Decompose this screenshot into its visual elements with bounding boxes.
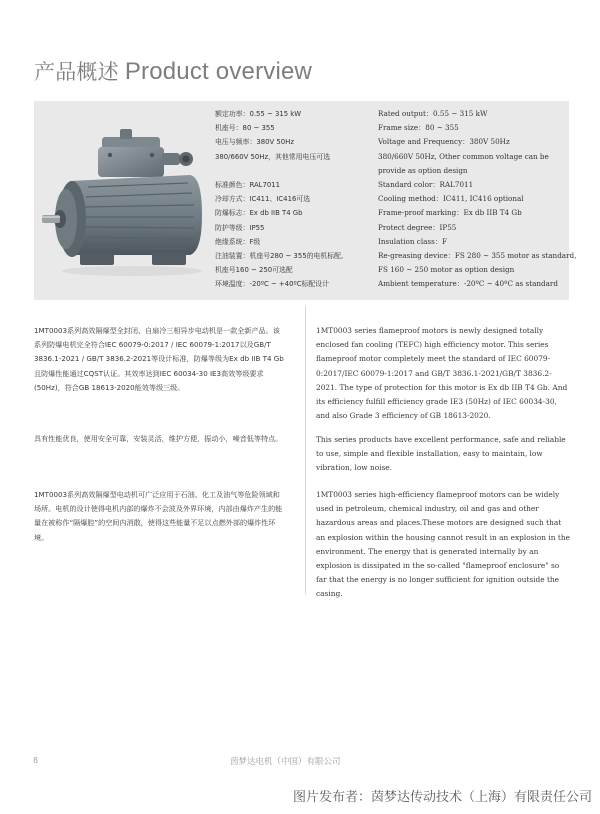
motor-image	[40, 115, 210, 285]
spec-item: Cooling method：IC411, IC416 optional	[378, 194, 524, 204]
spec-item: Standard color：RAL7011	[378, 180, 474, 190]
paragraph-en-3: 1MT0003 series high-efficiency flameproof motors can be widely used in petroleum, chemical industry, oil and gas and other hazardous areas and places.These motors are designed such that an explosion within the housing cannot result in an explosion in the environment. The energy that is generated internally by an explosion is dissipated in the so-called "flameproof enclosure" so far that the energy is no longer sufficient for ignition outside the casing.	[316, 490, 570, 599]
spec-item: FS 160 ~ 250 motor as option design	[378, 265, 515, 275]
spec-item: Rated output：0.55 ~ 315 kW	[378, 109, 488, 118]
spec-item: 380/660V 50Hz, Other common voltage can be	[378, 151, 549, 161]
paragraph-en-1: 1MT0003 series flameproof motors is newly designed totally enclosed fan cooling (TEFC) high efficiency motor. This series flameproof motor completely meet the standard of IEC 60079-0:2017/IEC 60079-1:2017 and GB/T 3836.1-2021/GB/T 3836.2-2021. The type of protection for this motor is Ex db IIB T4 Gb. And its efficiency fulfill efficiency grade IE3 (50Hz) of IEC 60034-30, and also Grade 3 efficiency of GB 18613-2020.	[316, 326, 568, 421]
spec-item: 环境温度：-20ºC ~ +40ºC标配设计	[215, 280, 330, 289]
spec-list-en	[378, 107, 577, 292]
column-divider	[305, 306, 306, 594]
spec-list-cn	[215, 107, 380, 292]
spec-item: 电压与频率：380V 50Hz	[215, 138, 294, 147]
spec-item: Voltage and Frequency：380V 50Hz	[378, 137, 510, 147]
publisher-watermark: 图片发布者：茵梦达传动技术（上海）有限责任公司	[292, 790, 592, 805]
spec-item: 机座号160 ~ 250可选配	[215, 266, 293, 275]
spec-item: provide as option design	[378, 165, 468, 175]
spec-item: 机座号：80 ~ 355	[215, 124, 275, 133]
page-title	[34, 56, 312, 86]
spec-item: 绝缘系统：F级	[215, 237, 261, 246]
spec-item: 标准颜色：RAL7011	[215, 181, 281, 190]
spec-item: Frame-proof marking：Ex db IIB T4 Gb	[378, 208, 522, 218]
spec-item: Frame size：80 ~ 355	[378, 123, 459, 133]
paragraph-en-2: This series products have excellent performance, safe and reliable to use, simple and flexible installation, easy to maintain, low vibration, low noise.	[316, 435, 566, 473]
page-title-en: Product overview	[124, 58, 313, 85]
paragraph-cn-1: 1MT0003系列高效隔爆型全封闭、自扇冷三相异步电动机是一款全新产品。该系列防爆电机完全符合IEC 60079-0:2017 / IEC 60079-1:2017以及GB/T 3836.1-2021 / GB/T 3836.2-2021等设计标准，防爆等级为Ex db IIB T4 Gb且防爆性能通过CQST认证。其效率达到IEC 60034-30 IE3高效等级要求(50Hz)，符合GB 18613-2020能效等级三级。	[34, 326, 284, 392]
spec-item: 冷却方式：IC411、IC416可选	[215, 195, 311, 204]
spec-item: Protect degree：IP55	[378, 222, 457, 232]
footer-company: 茵梦达电机（中国）有限公司	[230, 757, 341, 767]
spec-panel	[34, 101, 577, 300]
spec-item: 注油装置：机座号280 ~ 355的电机标配,	[215, 252, 344, 261]
paragraph-cn-2: 具有性能优良，使用安全可靠，安装灵活，维护方便，振动小，噪音低等特点。	[34, 434, 283, 443]
spec-spacer	[215, 164, 380, 178]
spec-item: 防护等级：IP55	[215, 223, 265, 232]
page-title-cn: 产品概述	[34, 60, 119, 84]
paragraph-cn-3: 1MT0003系列高效隔爆型电动机可广泛应用于石油、化工及油气等危险领域和场所。电机的设计使得电机内部的爆炸不会波及外界环境，内部由爆炸产生的能量在被称作“隔爆腔”的空间内消散，使得这些能量不足以点燃外部的爆炸性环境。	[34, 490, 283, 542]
page-number: 8	[33, 756, 39, 765]
spec-item: 380/660V 50Hz，其他常用电压可选	[215, 152, 331, 161]
spec-item: Ambient temperature：-20ºC ~ 40ºC as standard	[378, 279, 558, 289]
spec-item: Re-greasing device：FS 280 ~ 355 motor as standard,	[378, 251, 577, 261]
spec-item: 防爆标志：Ex db IIB T4 Gb	[215, 209, 303, 218]
spec-item: Insulation class：F	[378, 236, 447, 246]
spec-item: 额定功率：0.55 ~ 315 kW	[215, 110, 302, 118]
